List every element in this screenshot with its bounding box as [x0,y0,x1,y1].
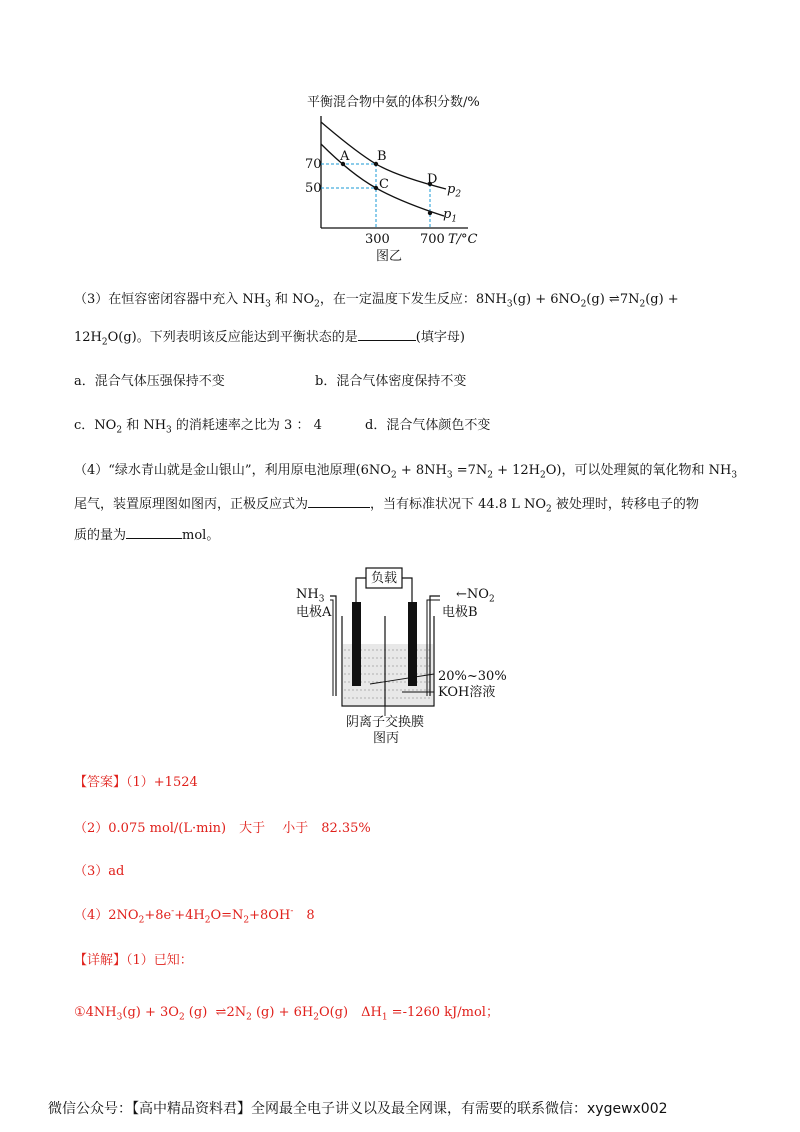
y-tick-70: 70 [305,157,322,172]
answer-line-4: $(4)2NO_2+8e^-+4H_2O=N_2+8OH^-$ 8 [74,906,315,926]
q4-line3: 质的量为 mol。 [74,528,220,543]
x-tick-700: 700 [420,232,445,247]
footer-watermark: 微信公众号：【高中精品资料君】全网最全电子讲义以及最全网课，有需要的联系微信：xygewx002 [48,1101,668,1117]
cell-apparatus [330,566,440,716]
detail-equation-1: $①4NH_3(g) + 3O_2$ (g) $\rightleftharpoons 2N_2$ $(g) + 6H_2O(g)$ $\Delta H_1 =-1260$ kJ/mol； [74,1005,499,1023]
label-d: D [427,172,438,187]
graph-yi-plot [296,112,496,242]
nh3-label: $NH_3$ [296,587,325,605]
detail-intro: 【详解】（1）已知： [74,953,193,968]
label-a: A [340,149,350,164]
graph-yi-caption: 图乙 [376,249,403,264]
q3-answer-blank[interactable] [358,328,416,341]
concentration-label: 20%~30% [438,669,507,684]
q3-option-c: c．$NO_2$ 和 $NH_3$ 的消耗速率之比为 3 ： 4 [74,418,322,436]
label-b: B [377,149,387,164]
q3-line2: $12H_2O(g)$。下列表明该反应能达到平衡状态的是 (填字母) [74,330,465,348]
wire-left [356,578,366,602]
q3-option-b: b．混合气体密度保持不变 [315,374,467,389]
membrane-label: 阴离子交换膜 [346,715,425,730]
label-c: C [379,177,389,192]
electrode-a-rod [352,602,361,686]
q3-option-a: a．混合气体压强保持不变 [74,374,225,389]
x-axis-label: T/°C [448,232,478,247]
q4-blank-electron-mol[interactable] [126,526,182,539]
q3-line1: （3）在恒容密闭容器中充入 $NH_3$ 和 $NO_2$，在一定温度下发生反应：$8NH_3(g) + 6NO_2(g)$ $\rightleftharpoons 7N_2(g)$ + [74,292,679,310]
answer-line-3: （3）ad [74,864,125,879]
electrode-a-label: 电极A [296,605,332,620]
q3-option-d: d．混合气体颜色不变 [365,418,491,433]
answer-line-2: （2）0.075 mol/(L·min) 大于 小于 82.35% [74,821,371,836]
point-p1-dot [428,211,432,215]
graph-bing-caption: 图丙 [373,731,400,746]
electrode-b-label: 电极B [442,605,478,620]
no2-label: $\leftarrow NO_2$ [456,587,495,605]
koh-label: KOH溶液 [438,685,496,700]
q4-line2: 尾气，装置原理图如图丙，正极反应式为 ，当有标准状况下 44.8 L $NO_2$ 被处理时，转移电子的物 [74,497,699,515]
y-tick-50: 50 [305,181,322,196]
answer-line-1: 【答案】（1）+1524 [74,775,198,790]
point-c-dot [374,186,378,190]
label-p2: $p_2$ [447,182,462,200]
load-label: 负载 [371,571,398,586]
electrode-b-rod [408,602,417,686]
q4-line1: （4）“绿水青山就是金山银山”，利用原电池原理$(6NO_2 + 8NH_3 =7N_2 + 12H_2O)$，可以处理氮的氧化物和 $NH_3$ [74,463,738,481]
wire-right [402,578,412,602]
x-tick-300: 300 [365,232,390,247]
label-p1: $p_1$ [443,207,458,225]
graph-yi-y-label: 平衡混合物中氨的体积分数/% [307,95,480,110]
q4-blank-positive-electrode[interactable] [308,495,370,508]
